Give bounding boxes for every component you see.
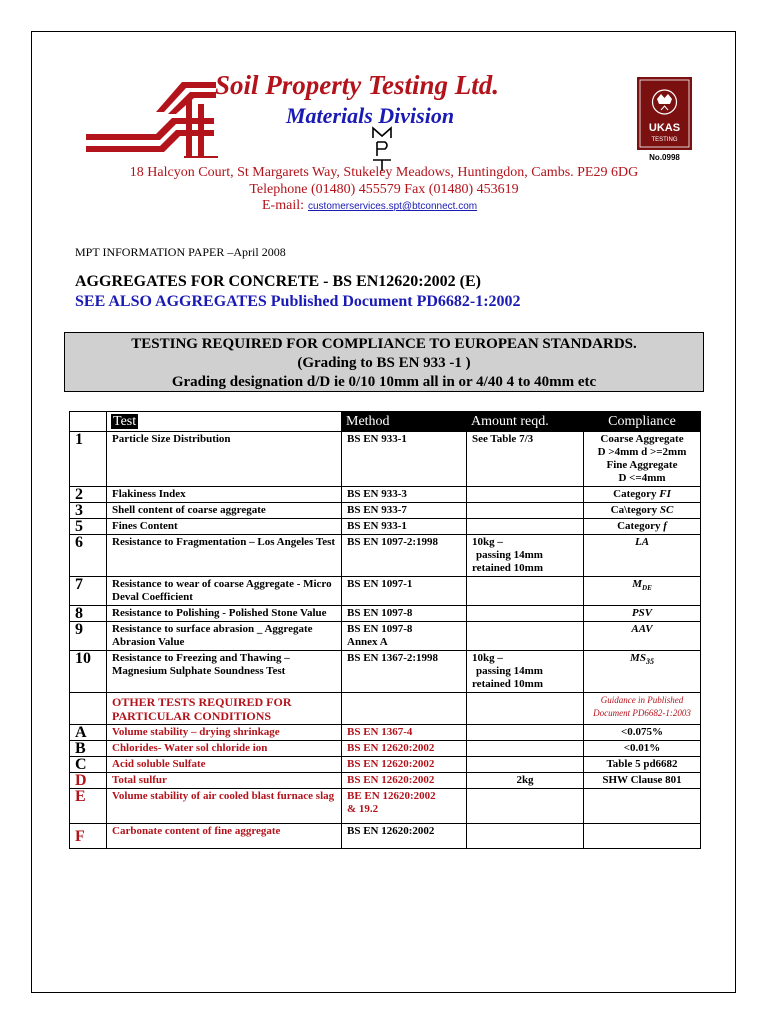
company-phone: Telephone (01480) 455579 Fax (01480) 453619 — [249, 182, 519, 197]
table-header-row — [70, 412, 701, 432]
ukas-badge — [637, 77, 692, 163]
header-num-cell — [70, 412, 107, 432]
table-row: 5 Fines Content BS EN 933-1 Category f — [70, 519, 701, 535]
banner-line-2: (Grading to BS EN 933 -1 ) — [297, 355, 471, 371]
document-title: AGGREGATES FOR CONCRETE - BS EN12620:2002 (E) — [75, 273, 481, 290]
ukas-sub: TESTING — [651, 137, 678, 143]
table-row: 2 Flakiness Index BS EN 933-3 Category FI — [70, 487, 701, 503]
table-row: 1 Particle Size Distribution BS EN 933-1 See Table 7/3 Coarse Aggregate D >4mm d >=2mm Fine Aggregate D <=4mm — [70, 432, 701, 487]
company-address: 18 Halcyon Court, St Margarets Way, Stukeley Meadows, Huntingdon, Cambs. PE29 6DG — [129, 165, 639, 180]
info-paper-date: MPT INFORMATION PAPER –April 2008 — [75, 245, 286, 259]
table-row: 9 Resistance to surface abrasion _ Aggregate Abrasion Value BS EN 1097-8 Annex A AAV — [70, 622, 701, 651]
table-row: 7 Resistance to wear of coarse Aggregate - Micro Deval Coefficient BS EN 1097-1 $M_{DE}$ — [70, 577, 701, 606]
table-row: D Total sulfur BS EN 12620:2002 2kg SHW Clause 801 — [70, 773, 701, 789]
table-row: F Carbonate content of fine aggregate BS EN 12620:2002 — [70, 824, 701, 849]
ukas-number: No.0998 — [649, 153, 680, 162]
banner-line-1: TESTING REQUIRED FOR COMPLIANCE TO EUROPEAN STANDARDS. — [131, 336, 637, 352]
table-row: 8 Resistance to Polishing - Polished Stone Value BS EN 1097-8 PSV — [70, 606, 701, 622]
ukas-text: UKAS — [648, 122, 681, 134]
table-row: B Chlorides- Water sol chloride ion BS EN 12620:2002 <0.01% — [70, 741, 701, 757]
header-test: Test — [107, 412, 342, 432]
see-also-line: SEE ALSO AGGREGATES Published Document PD6682-1:2002 — [75, 293, 521, 310]
table-row: 6 Resistance to Fragmentation – Los Angeles Test BS EN 1097-2:1998 10kg – passing 14mm retained 10mm LA — [70, 535, 701, 577]
table-row: 10 Resistance to Freezing and Thawing – Magnesium Sulphate Soundness Test BS EN 1367-2:1998 10kg – passing 14mm retained 10mm $MS_{35}$ — [70, 651, 701, 693]
division-name: Materials Division — [286, 103, 455, 128]
email-line — [262, 198, 477, 214]
banner-line-3: Grading designation d/D ie 0/10 10mm all in or 4/40 4 to 40mm etc — [171, 374, 597, 390]
tests-table — [69, 411, 701, 849]
spt-logo — [86, 74, 218, 158]
other-tests-heading-row: OTHER TESTS REQUIRED FOR PARTICULAR CONDITIONS Guidance in Published Document PD6682-1:2003 — [70, 693, 701, 725]
company-name: Soil Property Testing Ltd. — [215, 70, 500, 100]
email-link[interactable]: customerservices.spt@btconnect.com — [308, 201, 478, 212]
compliance-banner — [64, 332, 704, 392]
table-row: A Volume stability – drying shrinkage BS EN 1367-4 <0.075% — [70, 725, 701, 741]
table-row: C Acid soluble Sulfate BS EN 12620:2002 Table 5 pd6682 — [70, 757, 701, 773]
table-row: E Volume stability of air cooled blast furnace slag BE EN 12620:2002 & 19.2 — [70, 789, 701, 824]
header-method: Method — [342, 412, 467, 432]
header-compliance: Compliance — [584, 412, 701, 432]
table-row: 3 Shell content of coarse aggregate BS EN 933-7 Ca\tegory SC — [70, 503, 701, 519]
email-label: E-mail: — [262, 198, 304, 213]
header-amount: Amount reqd. — [467, 412, 584, 432]
